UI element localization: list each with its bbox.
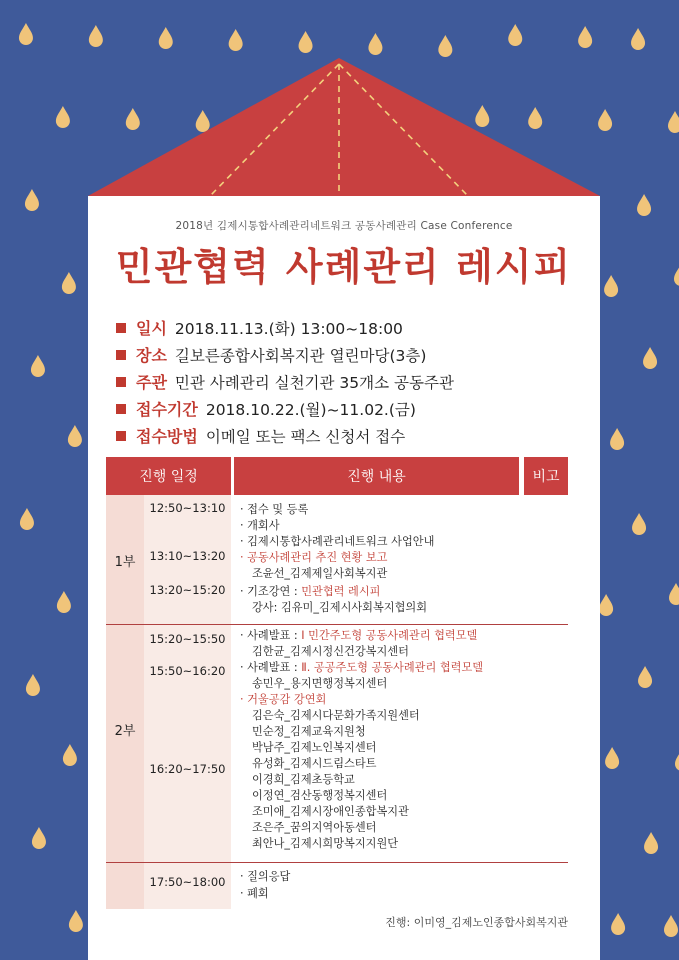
info-value: 2018.11.13.(화) 13:00~18:00 bbox=[174, 319, 403, 338]
info-value: 2018.10.22.(월)~11.02.(금) bbox=[205, 400, 416, 419]
time-slot: 12:50~13:10 bbox=[149, 501, 226, 515]
host-credit: 진행: 이미영_김제노인종합사회복지관 bbox=[385, 916, 568, 929]
keynote-title: 민관협력 레시피 bbox=[301, 585, 381, 598]
session-2-label: 2부 bbox=[114, 724, 136, 739]
raindrop-icon bbox=[669, 583, 679, 605]
program-item-highlight: · 공동사례관리 추진 현황 보고 bbox=[240, 551, 388, 564]
info-label: 장소 bbox=[136, 346, 167, 365]
session-3-times bbox=[144, 863, 231, 909]
poster-card bbox=[88, 196, 600, 960]
raindrop-icon bbox=[605, 747, 619, 769]
header-content: 진행 내용 bbox=[234, 457, 519, 495]
program-item: · 개회사 bbox=[240, 519, 280, 532]
session-2-times bbox=[144, 625, 231, 862]
header-note: 비고 bbox=[524, 457, 568, 495]
square-bullet-icon bbox=[116, 431, 126, 441]
raindrop-icon bbox=[604, 275, 618, 297]
program-item-keynote bbox=[234, 583, 519, 599]
session-1-cell bbox=[106, 495, 144, 625]
case-label: · 사례발표 : bbox=[240, 629, 302, 642]
raindrop-icon bbox=[599, 594, 613, 616]
panelist: 이경희_김제초등학교 bbox=[252, 773, 355, 786]
panelist: 김은숙_김제시다문화가족지원센터 bbox=[252, 709, 420, 722]
time-slot: 15:50~16:20 bbox=[149, 664, 226, 678]
info-row-registration-period bbox=[116, 395, 586, 422]
square-bullet-icon bbox=[116, 404, 126, 414]
program-item-highlight: · 거울공감 강연회 bbox=[240, 693, 327, 706]
session-1-label: 1부 bbox=[114, 555, 136, 570]
raindrop-icon bbox=[643, 347, 657, 369]
raindrop-icon bbox=[68, 425, 82, 447]
presenter: 조윤선_김제제일사회복지관 bbox=[252, 567, 388, 580]
event-info-list bbox=[116, 314, 586, 449]
raindrop-icon bbox=[644, 832, 658, 854]
raindrop-icon bbox=[32, 827, 46, 849]
presenter: 김한균_김제시정신건강복지센터 bbox=[252, 645, 409, 658]
info-label: 접수방법 bbox=[136, 427, 198, 446]
raindrop-icon bbox=[611, 913, 625, 935]
session-3-content bbox=[234, 863, 519, 909]
raindrop-icon bbox=[26, 674, 40, 696]
panelist: 박남주_김제노인복지센터 bbox=[252, 741, 377, 754]
program-item: · 폐회 bbox=[240, 887, 269, 900]
program-item: · 질의응답 bbox=[240, 870, 291, 883]
panelist: 이정연_검산동행정복지센터 bbox=[252, 789, 388, 802]
time-slot: 15:20~15:50 bbox=[149, 632, 226, 646]
case-label: · 사례발표 : bbox=[240, 661, 302, 674]
info-label: 일시 bbox=[136, 319, 167, 338]
raindrop-icon bbox=[31, 355, 45, 377]
time-slot: 13:10~13:20 bbox=[149, 549, 226, 563]
info-row-date bbox=[116, 314, 586, 341]
info-value: 길보른종합사회복지관 열린마당(3층) bbox=[174, 346, 427, 365]
time-slot: 17:50~18:00 bbox=[149, 875, 226, 889]
raindrop-icon bbox=[610, 428, 624, 450]
raindrop-icon bbox=[664, 915, 678, 937]
session-1-content bbox=[234, 495, 519, 625]
session-2-content bbox=[234, 625, 519, 862]
panelist: 조은주_꿈의지역아동센터 bbox=[252, 821, 377, 834]
info-label: 주관 bbox=[136, 373, 167, 392]
program-item: · 접수 및 등록 bbox=[240, 503, 309, 516]
panelist: 최안나_김제시희망복지지원단 bbox=[252, 837, 399, 850]
program-item: · 김제시통합사례관리네트워크 사업안내 bbox=[240, 535, 435, 548]
program-item-case-1 bbox=[234, 627, 519, 643]
case-title: Ⅰ 민간주도형 공동사례관리 협력모델 bbox=[301, 629, 478, 642]
raindrop-icon bbox=[63, 744, 77, 766]
panelist: 유성화_김제시드림스타트 bbox=[252, 757, 377, 770]
panelist: 민순정_김제교육지원청 bbox=[252, 725, 366, 738]
raindrop-icon bbox=[675, 749, 679, 771]
time-slot: 16:20~17:50 bbox=[149, 762, 226, 776]
case-title: Ⅱ. 공공주도형 공동사례관리 협력모델 bbox=[301, 661, 484, 674]
panelist: 조미애_김제시장애인종합복지관 bbox=[252, 805, 409, 818]
info-value: 이메일 또는 팩스 신청서 접수 bbox=[205, 427, 406, 446]
presenter: 강사: 김유미_김제시사회복지협의회 bbox=[252, 601, 428, 614]
info-row-registration-method bbox=[116, 422, 586, 449]
raindrop-icon bbox=[638, 666, 652, 688]
info-label: 접수기간 bbox=[136, 400, 198, 419]
square-bullet-icon bbox=[116, 323, 126, 333]
raindrop-icon bbox=[20, 508, 34, 530]
square-bullet-icon bbox=[116, 350, 126, 360]
session-1-times bbox=[144, 495, 231, 625]
info-value: 민관 사례관리 실천기관 35개소 공동주관 bbox=[174, 373, 454, 392]
raindrop-icon bbox=[632, 513, 646, 535]
presenter: 송민우_용지면행정복지센터 bbox=[252, 677, 388, 690]
info-row-organizer bbox=[116, 368, 586, 395]
raindrop-icon bbox=[62, 272, 76, 294]
event-subtitle: 2018년 김제시통합사례관리네트워크 공동사례관리 Case Conference bbox=[175, 220, 513, 232]
session-2-cell bbox=[106, 625, 144, 862]
raindrop-icon bbox=[69, 910, 83, 932]
roof-illustration bbox=[0, 0, 679, 200]
keynote-label: · 기조강연 : bbox=[240, 585, 302, 598]
event-title: 민관협력 사례관리 레시피 bbox=[115, 245, 573, 289]
program-item-case-2 bbox=[234, 659, 519, 675]
session-3-cell bbox=[106, 863, 144, 909]
raindrop-icon bbox=[674, 264, 679, 286]
raindrop-icon bbox=[57, 591, 71, 613]
square-bullet-icon bbox=[116, 377, 126, 387]
info-row-venue bbox=[116, 341, 586, 368]
header-schedule: 진행 일정 bbox=[106, 457, 231, 495]
time-slot: 13:20~15:20 bbox=[149, 583, 226, 597]
